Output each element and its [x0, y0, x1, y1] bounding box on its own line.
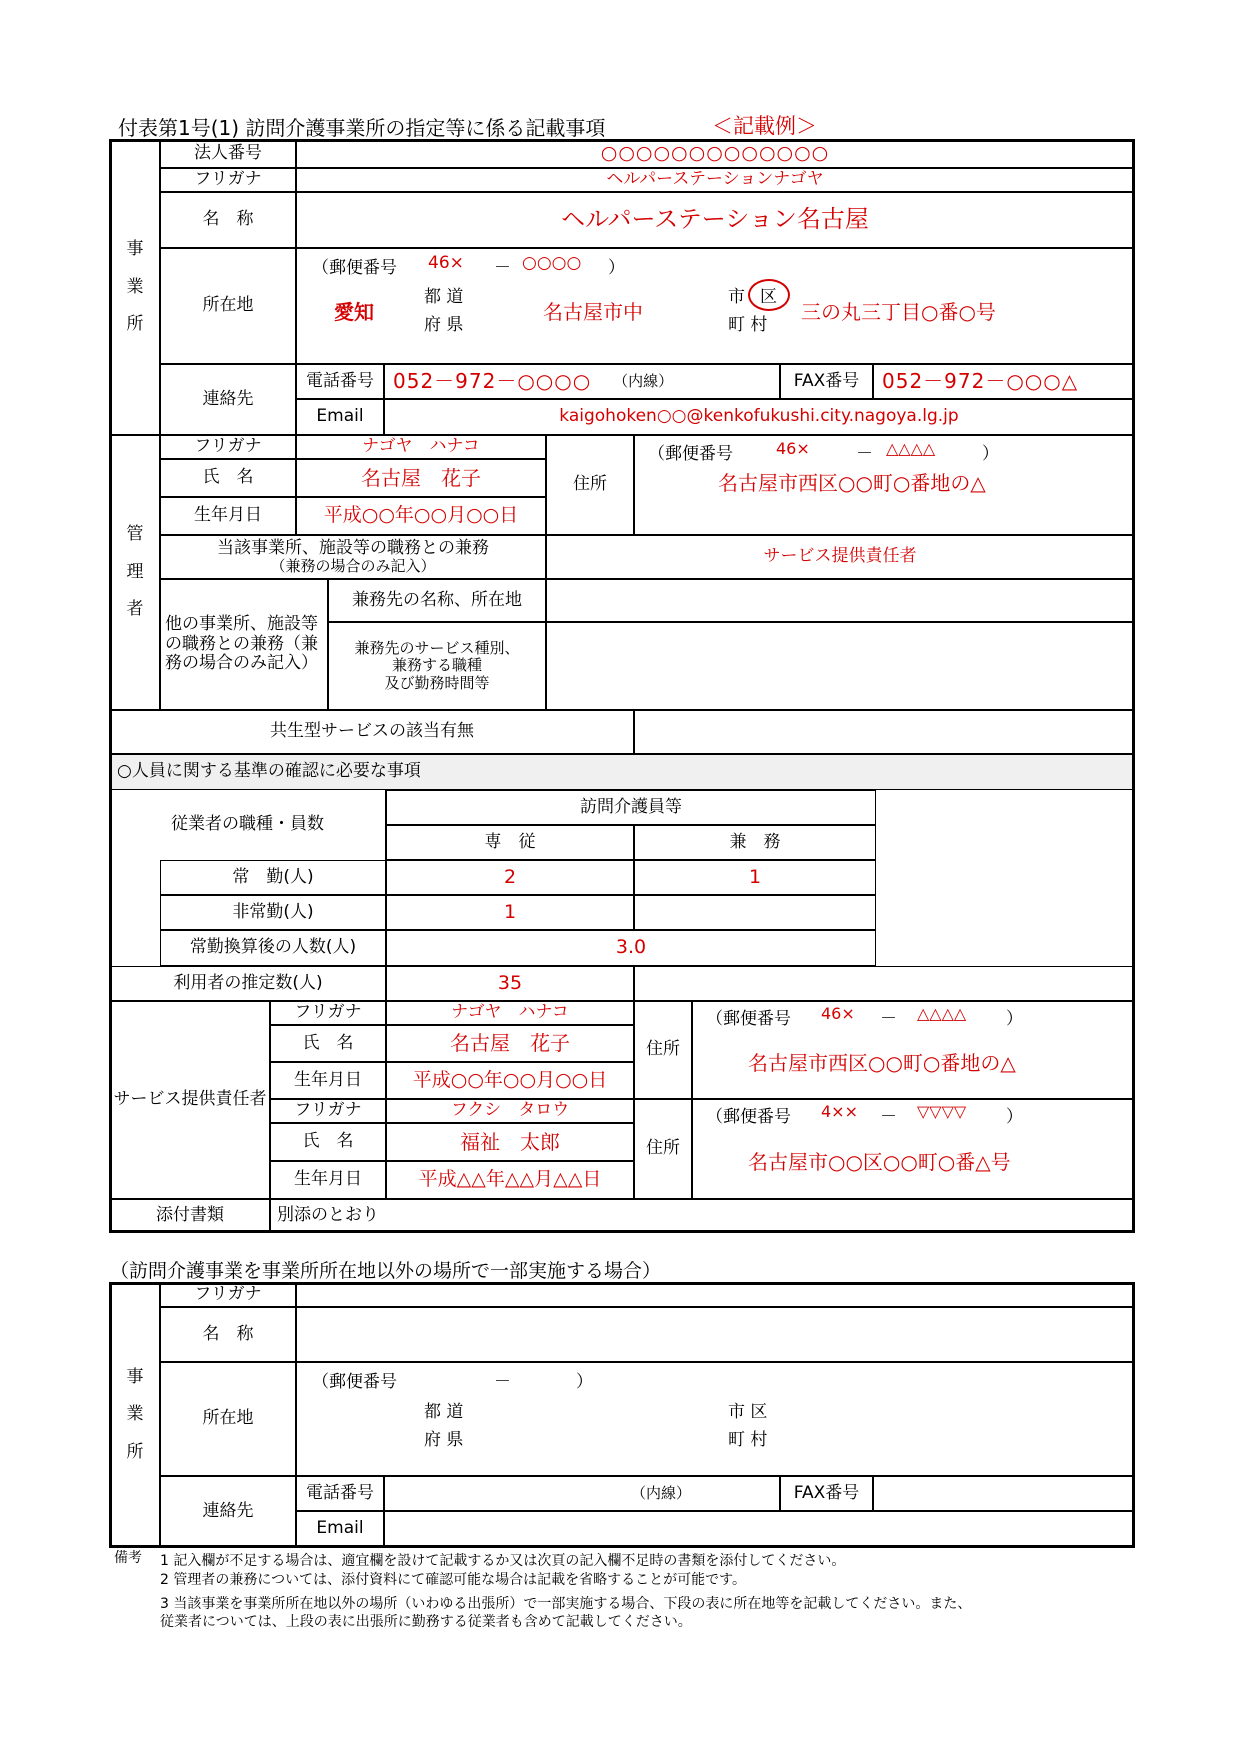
other-service-label-line1: 兼務先のサービス種別、	[354, 639, 520, 658]
users-field[interactable]: 35	[386, 966, 634, 1001]
manager-postal-suffix: ）	[982, 444, 999, 464]
row-parttime-label: 非常勤(人)	[160, 895, 386, 930]
manager-name-label: 氏 名	[160, 459, 296, 497]
office-name-field[interactable]: ヘルパーステーション名古屋	[296, 192, 1134, 248]
branch-phone-label: 電話番号	[296, 1476, 384, 1511]
parttime-concurrent-field[interactable]	[634, 895, 876, 930]
sm1-postal-suffix: ）	[1006, 1009, 1023, 1029]
other-name-label: 兼務先の名称、所在地	[328, 579, 546, 622]
concurrent-same-label-line2: （兼務の場合のみ記入）	[270, 557, 436, 576]
manager-postal-second: △△△△	[886, 439, 936, 458]
branch-email-field[interactable]	[384, 1511, 1134, 1547]
other-service-label	[328, 622, 546, 710]
office-phone-field[interactable]	[384, 364, 780, 399]
manager-name-field[interactable]: 名古屋 花子	[296, 459, 546, 497]
office-location-label: 所在地	[160, 248, 296, 364]
selected-ward-circle-icon	[748, 279, 790, 311]
manager-postal-prefix: （郵便番号	[648, 444, 733, 464]
manager-concurrent-same-field[interactable]: サービス提供責任者	[546, 535, 1134, 579]
sm2-name-field[interactable]: 福祉 太郎	[386, 1123, 634, 1161]
fte-field[interactable]: 3.0	[386, 930, 876, 966]
other-service-field[interactable]	[546, 622, 1134, 710]
sm2-furigana-label: フリガナ	[270, 1099, 386, 1123]
branch-name-label: 名 称	[160, 1307, 296, 1362]
corp-number-field[interactable]: ○○○○○○○○○○○○○	[296, 140, 1134, 168]
sm2-postal-first: 4××	[821, 1102, 858, 1121]
city-kind-ku: 区	[760, 287, 777, 307]
other-service-label-line3: 及び勤務時間等	[384, 673, 490, 692]
office-city: 名古屋市中	[543, 300, 643, 324]
branch-postal-suffix: ）	[576, 1372, 593, 1392]
office-label-char: 所	[126, 314, 144, 335]
sm2-postal-prefix: （郵便番号	[706, 1107, 791, 1127]
branch-fax-label: FAX番号	[780, 1476, 873, 1511]
office-postal-dash: －	[494, 258, 511, 278]
office-fax-field[interactable]: 052－972－○○○△	[873, 364, 1134, 399]
example-tag: ＜記載例＞	[712, 114, 817, 138]
manager-postal-dash: －	[856, 444, 873, 464]
fulltime-concurrent-field[interactable]: 1	[634, 860, 876, 895]
office-furigana-field[interactable]: ヘルパーステーションナゴヤ	[296, 168, 1134, 192]
form-title: 付表第1号(1) 訪問介護事業所の指定等に係る記載事項	[118, 116, 606, 140]
sm2-postal-second: ▽▽▽▽	[917, 1102, 967, 1121]
sm1-name-label: 氏 名	[270, 1025, 386, 1062]
attachments-label: 添付書類	[110, 1199, 270, 1232]
sm2-postal-suffix: ）	[1006, 1107, 1023, 1127]
office-postal-prefix: （郵便番号	[312, 258, 397, 278]
manager-concurrent-other-label: 他の事業所、施設等の職務との兼務（兼務の場合のみ記入）	[160, 579, 328, 710]
branch-fax-field[interactable]	[873, 1476, 1134, 1511]
symbiotic-field[interactable]	[634, 710, 1134, 754]
branch-pref-kind-bottom: 府 県	[424, 1430, 464, 1450]
office-contact-label: 連絡先	[160, 364, 296, 435]
pref-kind-top: 都 道	[424, 287, 464, 307]
office-location-field[interactable]	[296, 248, 1134, 364]
branch-heading: （訪問介護事業を事業所所在地以外の場所で一部実施する場合）	[110, 1260, 662, 1282]
office-email-label: Email	[296, 399, 384, 435]
manager-dob-label: 生年月日	[160, 497, 296, 535]
sm2-dob-label: 生年月日	[270, 1161, 386, 1199]
service-manager-label: サービス提供責任者	[110, 1001, 270, 1199]
branch-pref-kind-top: 都 道	[424, 1402, 464, 1422]
staff-type-label: 従業者の職種・員数	[110, 790, 386, 860]
concurrent-same-label-line1: 当該事業所、施設等の職務との兼務	[217, 537, 489, 558]
office-postal-suffix: ）	[608, 258, 625, 278]
manager-furigana-label: フリガナ	[160, 435, 296, 459]
sm1-furigana-field[interactable]: ナゴヤ ハナコ	[386, 1001, 634, 1025]
branch-email-label: Email	[296, 1511, 384, 1547]
manager-label-char: 者	[126, 599, 144, 620]
office-fax-label: FAX番号	[780, 364, 873, 399]
office-label-char: 事	[126, 239, 144, 260]
symbiotic-label: 共生型サービスの該当有無	[110, 710, 634, 754]
other-name-field[interactable]	[546, 579, 1134, 622]
sm2-address-label: 住所	[634, 1099, 692, 1199]
sm2-address-value: 名古屋市○○区○○町○番△号	[748, 1150, 1011, 1174]
branch-location-label: 所在地	[160, 1362, 296, 1476]
sm1-address-value: 名古屋市西区○○町○番地の△	[748, 1051, 1016, 1075]
sm1-furigana-label: フリガナ	[270, 1001, 386, 1025]
branch-contact-label: 連絡先	[160, 1476, 296, 1547]
notes-label: 備考	[114, 1550, 142, 1566]
city-kind-shi: 市	[728, 287, 745, 307]
branch-label-char: 所	[126, 1441, 144, 1462]
office-label-char: 業	[126, 276, 144, 297]
branch-postal-prefix: （郵便番号	[312, 1372, 397, 1392]
office-email-field[interactable]: kaigohoken○○@kenkofukushi.city.nagoya.lg.jp	[384, 399, 1134, 435]
manager-concurrent-same-label	[160, 535, 546, 579]
office-phone-value: 052－972－○○○○	[393, 369, 592, 393]
staffing-section-header: ○人員に関する基準の確認に必要な事項	[110, 754, 1134, 790]
sm1-postal-first: 46×	[821, 1004, 855, 1023]
fte-label: 常勤換算後の人数(人)	[160, 930, 386, 966]
sm2-furigana-field[interactable]: フクシ タロウ	[386, 1099, 634, 1123]
sm2-name-label: 氏 名	[270, 1123, 386, 1161]
manager-section-label	[110, 435, 160, 710]
pref-kind-bottom: 府 県	[424, 315, 464, 335]
branch-name-field[interactable]	[296, 1307, 1134, 1362]
sm2-postal-dash: －	[880, 1107, 897, 1127]
office-phone-label: 電話番号	[296, 364, 384, 399]
row-fulltime-label: 常 勤(人)	[160, 860, 386, 895]
sm1-address-label: 住所	[634, 1001, 692, 1099]
office-postal-first: 46×	[428, 253, 464, 273]
users-label: 利用者の推定数(人)	[110, 966, 386, 1001]
office-section-label	[110, 140, 160, 435]
branch-section-label	[110, 1283, 160, 1547]
office-extension-label: （内線）	[613, 371, 674, 390]
office-prefecture: 愛知	[334, 300, 374, 324]
branch-label-char: 事	[126, 1366, 144, 1387]
manager-address-label: 住所	[546, 435, 634, 535]
col-dedicated-header: 専 従	[386, 825, 634, 860]
branch-city-kind-top: 市 区	[728, 1402, 768, 1422]
attachments-field[interactable]: 別添のとおり	[270, 1199, 1134, 1232]
branch-extension-label: （内線）	[630, 1483, 691, 1502]
users-blank	[634, 966, 1134, 1001]
manager-postal-first: 46×	[776, 439, 810, 458]
branch-label-char: 業	[126, 1404, 144, 1425]
manager-furigana-field[interactable]: ナゴヤ ハナコ	[296, 435, 546, 459]
fulltime-dedicated-field[interactable]: 2	[386, 860, 634, 895]
manager-address-value: 名古屋市西区○○町○番地の△	[718, 471, 986, 495]
branch-postal-dash: －	[494, 1372, 511, 1392]
sm1-dob-field[interactable]: 平成○○年○○月○○日	[386, 1062, 634, 1099]
office-street-address: 三の丸三丁目○番○号	[801, 300, 996, 324]
note-item-2: 2 管理者の兼務については、添付資料にて確認可能な場合は記載を省略することが可能です。	[160, 1572, 746, 1588]
manager-dob-field[interactable]: 平成○○年○○月○○日	[296, 497, 546, 535]
sm1-postal-dash: －	[880, 1009, 897, 1029]
other-service-label-line2: 兼務する職種	[391, 656, 482, 675]
note-item-1: 1 記入欄が不足する場合は、適宜欄を設けて記載するか又は次頁の記入欄不足時の書類を添付してください。	[160, 1553, 846, 1569]
note-item-3-cont: 従業者については、上段の表に出張所に勤務する従業者も含めて記載してください。	[160, 1614, 692, 1630]
city-kind-bottom: 町 村	[728, 315, 768, 335]
manager-label-char: 管	[126, 524, 144, 545]
sm1-postal-prefix: （郵便番号	[706, 1009, 791, 1029]
branch-furigana-field[interactable]	[296, 1283, 1134, 1307]
branch-phone-field[interactable]	[384, 1476, 780, 1511]
branch-furigana-label: フリガナ	[160, 1283, 296, 1307]
corp-number-label: 法人番号	[160, 140, 296, 168]
office-name-label: 名 称	[160, 192, 296, 248]
sm1-postal-second: △△△△	[917, 1004, 967, 1023]
staff-group-header: 訪問介護員等	[386, 790, 876, 825]
branch-city-kind-bottom: 町 村	[728, 1430, 768, 1450]
sm1-dob-label: 生年月日	[270, 1062, 386, 1099]
sm1-name-field[interactable]: 名古屋 花子	[386, 1025, 634, 1062]
office-furigana-label: フリガナ	[160, 168, 296, 192]
manager-label-char: 理	[126, 561, 144, 582]
note-item-3: 3 当該事業を事業所所在地以外の場所（いわゆる出張所）で一部実施する場合、下段の表に所在地等を記載してください。また、	[160, 1596, 972, 1612]
office-postal-second: ○○○○	[522, 253, 582, 273]
parttime-dedicated-field[interactable]: 1	[386, 895, 634, 930]
branch-location-field[interactable]	[296, 1362, 1134, 1476]
col-concurrent-header: 兼 務	[634, 825, 876, 860]
sm2-dob-field[interactable]: 平成△△年△△月△△日	[386, 1161, 634, 1199]
